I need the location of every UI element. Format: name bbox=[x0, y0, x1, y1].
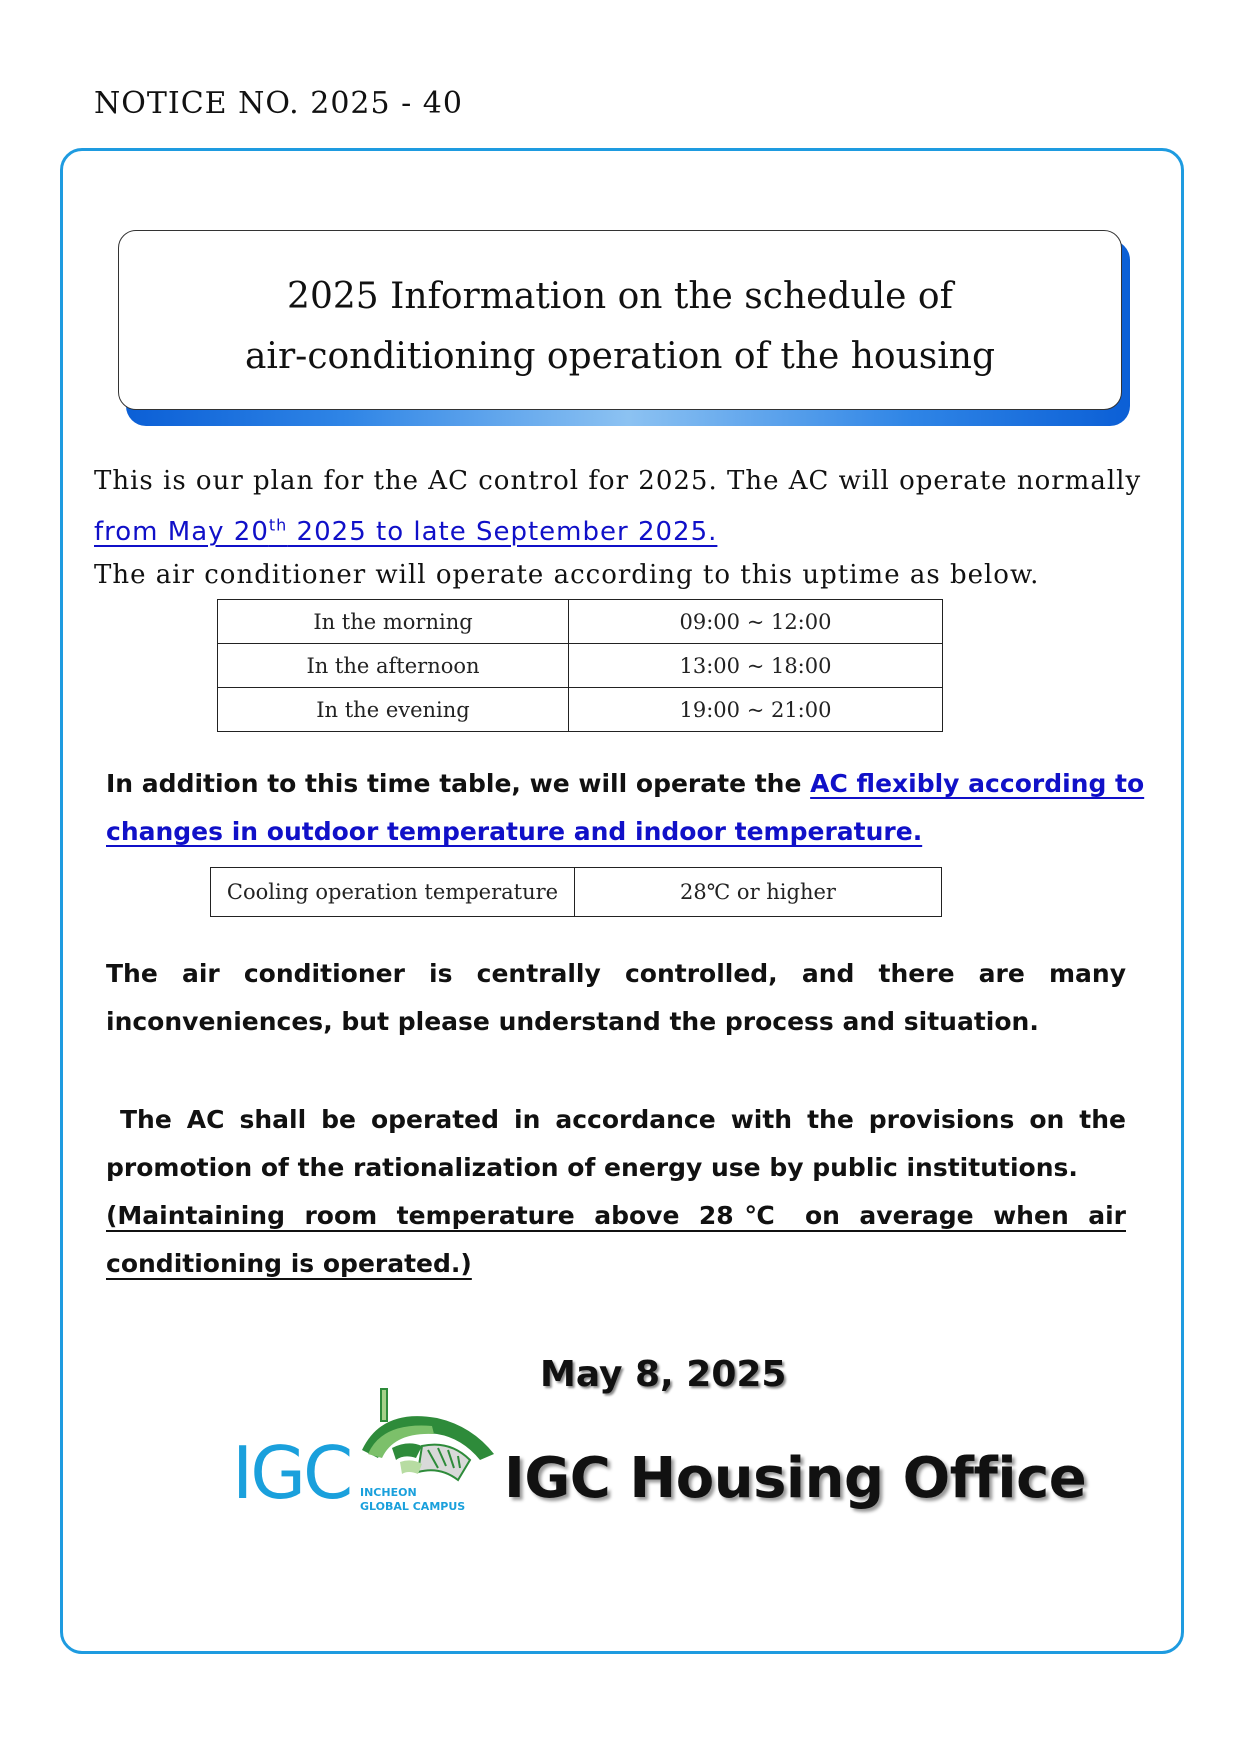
logo-sub-2: GLOBAL CAMPUS bbox=[360, 1500, 466, 1513]
period-suffix: 2025 to late September 2025. bbox=[287, 516, 718, 547]
schedule-table bbox=[217, 599, 943, 732]
office-name: IGC Housing Office bbox=[504, 1446, 1087, 1511]
table-row bbox=[211, 868, 942, 917]
flex-link-1: AC flexibly according to bbox=[810, 769, 1145, 798]
period-prefix: from May 20 bbox=[94, 516, 269, 547]
period-cell: In the afternoon bbox=[218, 644, 569, 688]
logo-mark: IGC bbox=[232, 1431, 351, 1515]
cooling-table bbox=[210, 867, 942, 917]
provisions-line-1: The AC shall be operated in accordance with the provisions on the bbox=[120, 1105, 1126, 1134]
period-cell: In the evening bbox=[218, 688, 569, 732]
flex-line-2 bbox=[106, 808, 1126, 856]
campus-emblem-icon bbox=[362, 1388, 494, 1480]
notice-date: May 8, 2025 bbox=[540, 1354, 787, 1395]
provisions-line-3: (Maintaining room temperature above 28℃ on average when air bbox=[106, 1201, 1126, 1230]
time-cell: 13:00 ~ 18:00 bbox=[569, 644, 943, 688]
title-line-2: air-conditioning operation of the housing bbox=[244, 336, 996, 377]
provisions-line-2: promotion of the rationalization of energy use by public institutions. bbox=[106, 1153, 1078, 1182]
cooling-value-cell: 28℃ or higher bbox=[575, 868, 942, 917]
central-paragraph bbox=[106, 950, 1126, 1046]
table-row bbox=[218, 688, 943, 732]
provisions-line-4 bbox=[106, 1240, 1126, 1288]
provisions-paragraph bbox=[106, 1096, 1126, 1288]
intro-text-2: The air conditioner will operate according to this uptime as below. bbox=[94, 559, 1040, 590]
intro-text-1: This is our plan for the AC control for 2025. The AC will operate normally bbox=[94, 466, 1142, 496]
time-cell: 09:00 ~ 12:00 bbox=[569, 600, 943, 644]
intro-paragraph bbox=[94, 460, 1142, 597]
title-line-1: 2025 Information on the schedule of bbox=[287, 276, 953, 317]
cooling-label-cell: Cooling operation temperature bbox=[211, 868, 575, 917]
provisions-line-4-text: conditioning is operated.) bbox=[106, 1249, 472, 1278]
logo-sub-1: INCHEON bbox=[360, 1486, 417, 1499]
table-row bbox=[218, 600, 943, 644]
intro-period-line bbox=[94, 503, 1124, 554]
flex-paragraph bbox=[106, 760, 1145, 856]
central-line-2: inconveniences, but please understand the process and situation. bbox=[106, 1007, 1039, 1036]
flex-line-1 bbox=[106, 760, 1145, 808]
period-cell: In the morning bbox=[218, 600, 569, 644]
intro-period bbox=[94, 517, 717, 547]
notice-number: NOTICE NO. 2025 - 40 bbox=[94, 86, 463, 121]
central-line-1: The air conditioner is centrally controlled, and there are many bbox=[106, 959, 1126, 988]
flex-link-2: changes in outdoor temperature and indoor temperature. bbox=[106, 817, 923, 846]
title-box bbox=[118, 230, 1122, 410]
flex-text: In addition to this time table, we will operate the bbox=[106, 769, 811, 798]
table-row bbox=[218, 644, 943, 688]
time-cell: 19:00 ~ 21:00 bbox=[569, 688, 943, 732]
period-sup: th bbox=[268, 515, 288, 534]
igc-logo bbox=[232, 1388, 502, 1518]
